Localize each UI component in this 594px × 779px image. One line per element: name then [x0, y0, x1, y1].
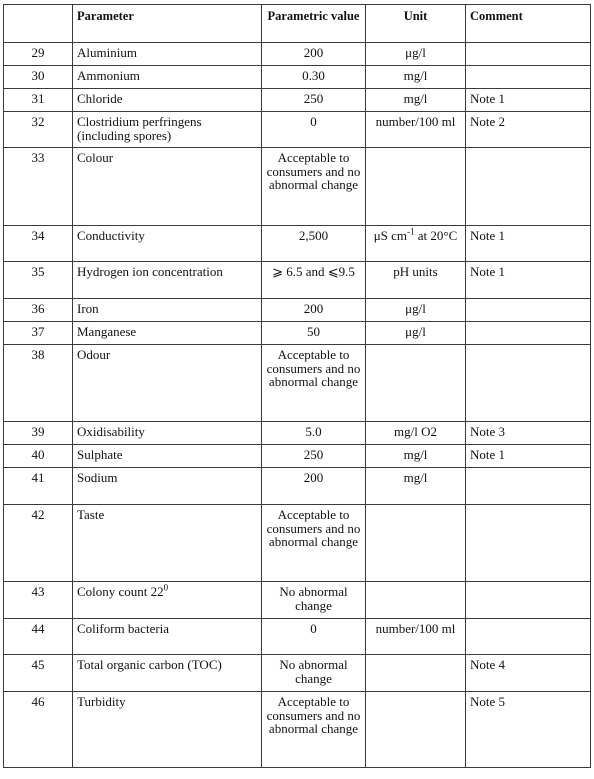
row-value: 50 — [262, 322, 366, 345]
table-row — [4, 89, 591, 112]
row-number: 35 — [4, 262, 73, 299]
row-number: 34 — [4, 226, 73, 262]
row-value: 0.30 — [262, 66, 366, 89]
row-number: 37 — [4, 322, 73, 345]
row-value: ⩾ 6.5 and ⩽9.5 — [262, 262, 366, 299]
row-parameter: Manganese — [73, 322, 262, 345]
table-row — [4, 468, 591, 505]
table-row — [4, 655, 591, 692]
row-parameter: Aluminium — [73, 43, 262, 66]
header-number — [4, 5, 73, 43]
row-comment — [466, 582, 591, 619]
header-comment: Comment — [466, 5, 591, 43]
table-row — [4, 66, 591, 89]
row-unit: number/100 ml — [366, 619, 466, 655]
row-number: 46 — [4, 692, 73, 768]
row-value: 250 — [262, 89, 366, 112]
row-unit — [366, 655, 466, 692]
header-parametric-value: Parametric value — [262, 5, 366, 43]
header-row — [4, 5, 591, 43]
table-row — [4, 322, 591, 345]
row-parameter: Hydrogen ion concentration — [73, 262, 262, 299]
header-unit: Unit — [366, 5, 466, 43]
row-value: 200 — [262, 299, 366, 322]
row-value: Acceptable to consumers and no abnormal change — [262, 692, 366, 768]
row-value: 0 — [262, 619, 366, 655]
row-parameter — [73, 582, 262, 619]
row-unit — [366, 226, 466, 262]
row-comment: Note 1 — [466, 226, 591, 262]
row-number: 44 — [4, 619, 73, 655]
row-parameter: Clostridium perfringens (including spores) — [73, 112, 262, 148]
table-row — [4, 692, 591, 768]
row-comment: Note 5 — [466, 692, 591, 768]
row-parameter: Oxidisability — [73, 422, 262, 445]
table-row — [4, 148, 591, 226]
row-comment — [466, 43, 591, 66]
row-unit: μg/l — [366, 299, 466, 322]
row-comment: Note 1 — [466, 262, 591, 299]
row-parameter: Odour — [73, 345, 262, 422]
row-unit — [366, 692, 466, 768]
table-row — [4, 345, 591, 422]
row-unit: pH units — [366, 262, 466, 299]
row-parameter: Conductivity — [73, 226, 262, 262]
row-comment: Note 1 — [466, 445, 591, 468]
row-value: 200 — [262, 468, 366, 505]
row-value: 200 — [262, 43, 366, 66]
row-value: Acceptable to consumers and no abnormal change — [262, 148, 366, 226]
table-row — [4, 226, 591, 262]
row-comment — [466, 468, 591, 505]
row-number: 30 — [4, 66, 73, 89]
row-unit — [366, 505, 466, 582]
row-comment: Note 1 — [466, 89, 591, 112]
parameters-table — [3, 4, 591, 768]
row-comment — [466, 299, 591, 322]
row-comment — [466, 148, 591, 226]
unit-main: μS cm — [373, 228, 408, 243]
row-number: 43 — [4, 582, 73, 619]
row-comment — [466, 505, 591, 582]
row-unit: number/100 ml — [366, 112, 466, 148]
row-number: 40 — [4, 445, 73, 468]
row-unit: mg/l — [366, 445, 466, 468]
row-number: 45 — [4, 655, 73, 692]
row-number: 39 — [4, 422, 73, 445]
row-unit: mg/l — [366, 66, 466, 89]
row-unit — [366, 345, 466, 422]
table-row — [4, 582, 591, 619]
row-parameter: Coliform bacteria — [73, 619, 262, 655]
row-number: 32 — [4, 112, 73, 148]
row-unit: mg/l — [366, 89, 466, 112]
row-unit: mg/l — [366, 468, 466, 505]
row-value: Acceptable to consumers and no abnormal change — [262, 505, 366, 582]
row-comment — [466, 619, 591, 655]
row-number: 29 — [4, 43, 73, 66]
unit-rest: at 20°C — [414, 228, 458, 243]
row-number: 41 — [4, 468, 73, 505]
row-number: 31 — [4, 89, 73, 112]
row-comment: Note 4 — [466, 655, 591, 692]
header-parameter: Parameter — [73, 5, 262, 43]
row-parameter: Colour — [73, 148, 262, 226]
row-comment: Note 2 — [466, 112, 591, 148]
row-parameter: Sodium — [73, 468, 262, 505]
row-parameter: Taste — [73, 505, 262, 582]
table-row — [4, 112, 591, 148]
row-parameter: Ammonium — [73, 66, 262, 89]
row-value: 2,500 — [262, 226, 366, 262]
parameter-main: Colony count 22 — [77, 584, 164, 599]
table-row — [4, 445, 591, 468]
row-unit — [366, 148, 466, 226]
parameter-superscript: 0 — [163, 582, 169, 593]
row-value: 250 — [262, 445, 366, 468]
row-parameter: Chloride — [73, 89, 262, 112]
row-number: 38 — [4, 345, 73, 422]
unit-superscript: -1 — [407, 226, 415, 237]
row-number: 33 — [4, 148, 73, 226]
row-number: 36 — [4, 299, 73, 322]
row-value: No abnormal change — [262, 582, 366, 619]
table-row — [4, 619, 591, 655]
row-value: 0 — [262, 112, 366, 148]
row-unit — [366, 582, 466, 619]
table-row — [4, 43, 591, 66]
row-parameter: Sulphate — [73, 445, 262, 468]
row-comment: Note 3 — [466, 422, 591, 445]
row-comment — [466, 322, 591, 345]
row-number: 42 — [4, 505, 73, 582]
row-parameter: Turbidity — [73, 692, 262, 768]
row-unit: mg/l O2 — [366, 422, 466, 445]
table-row — [4, 299, 591, 322]
row-unit: μg/l — [366, 43, 466, 66]
row-value: 5.0 — [262, 422, 366, 445]
row-unit: μg/l — [366, 322, 466, 345]
row-comment — [466, 66, 591, 89]
row-value: No abnormal change — [262, 655, 366, 692]
row-parameter: Total organic carbon (TOC) — [73, 655, 262, 692]
row-comment — [466, 345, 591, 422]
row-value: Acceptable to consumers and no abnormal change — [262, 345, 366, 422]
table-row — [4, 505, 591, 582]
table-row — [4, 422, 591, 445]
table-row — [4, 262, 591, 299]
row-parameter: Iron — [73, 299, 262, 322]
